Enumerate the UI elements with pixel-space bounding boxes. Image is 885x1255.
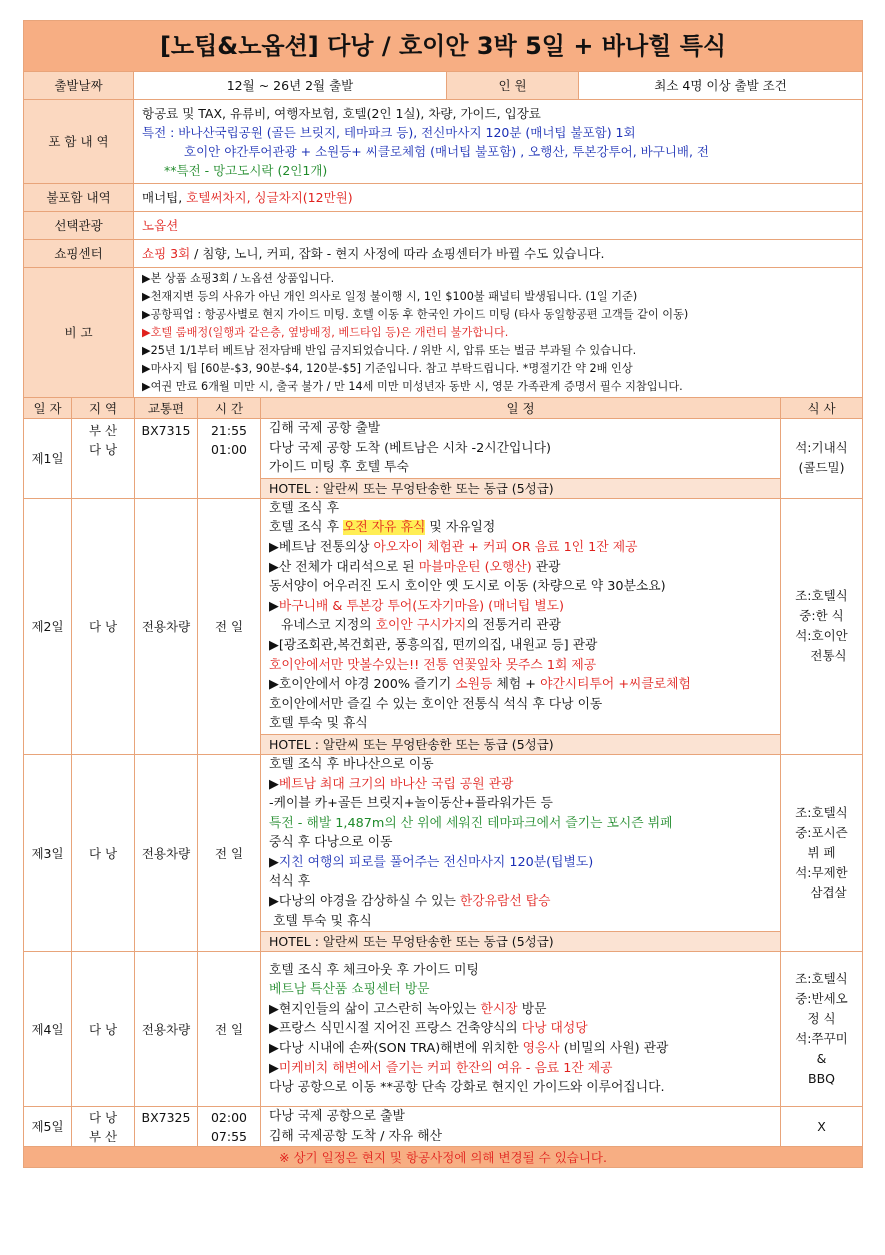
meal-line: 중:포시즌: [795, 825, 848, 841]
day5-time-depart: 02:00: [210, 1109, 248, 1125]
exclude-surcharge: 호텔써차지, 싱글차지(12만원): [186, 190, 353, 205]
day5-label: 제5일: [24, 1107, 72, 1147]
day3-label: 제3일: [24, 754, 72, 951]
text: 의 전통거리 관광: [466, 618, 561, 634]
day4-meal: [781, 952, 863, 1107]
schedule-line: [261, 892, 780, 912]
depart-value: 12월 ~ 26년 2월 출발: [134, 72, 447, 100]
day1-place-to: 다 낭: [88, 442, 118, 457]
schedule-line: [261, 597, 780, 617]
day3-time: 전 일: [198, 754, 261, 951]
day2-transport: 전용차량: [135, 498, 198, 754]
day4-transport: 전용차량: [135, 952, 198, 1107]
schedule-line: 다낭 국제 공항으로 출발: [269, 1109, 405, 1125]
depart-label: 출발날짜: [24, 72, 134, 100]
text: 방문: [517, 1001, 547, 1017]
header-time: 시 간: [198, 398, 261, 419]
red-text: 한시장: [480, 1001, 518, 1017]
shop-value: [134, 240, 863, 268]
meal-line: (콜드밀): [798, 460, 845, 476]
schedule-line: 다낭 국제 공항 도착 (베트남은 시차 -2시간입니다): [269, 440, 552, 456]
schedule-line: 호텔 조식 후 바나산으로 이동: [269, 756, 434, 772]
schedule-line: 호텔 조식 후 체크아웃 후 가이드 미팅: [269, 962, 479, 978]
remark-line: ▶여권 만료 6개월 미만 시, 출국 불가 / 만 14세 미만 미성년자 동반 시, 영문 가족관계 증명서 필수 지참입니다.: [142, 379, 683, 393]
day3-hotel: HOTEL : 알란씨 또는 무엉탄송한 또는 동급 (5성급): [261, 932, 781, 952]
include-label: 포 함 내 역: [24, 100, 134, 184]
day5-time-arrive: 07:55: [210, 1128, 248, 1144]
schedule-line: [261, 675, 780, 695]
day1-time-arrive: 01:00: [210, 442, 248, 457]
day1-time-depart: 21:55: [210, 423, 248, 438]
day4-place: 다 낭: [72, 952, 135, 1107]
text: ▶: [269, 776, 279, 792]
day1-schedule: [261, 419, 781, 479]
remark-line: ▶25년 1/1부터 베트남 전자담배 반입 금지되었습니다. / 위반 시, 압류 또는 벌금 부과될 수 있습니다.: [142, 343, 637, 357]
text: 및 자유일정: [425, 520, 496, 536]
remark-line: ▶공항픽업 : 항공사별로 현지 가이드 미팅. 호텔 이동 후 한국인 가이드 미팅 (타사 동일항공편 고객들 같이 이동): [142, 307, 689, 321]
remark-list: [134, 268, 863, 398]
text: ▶다낭 시내에 손짜(SON TRA)해변에 위치한: [269, 1041, 523, 1057]
schedule-line: [261, 1059, 780, 1079]
meal-line: 조:호텔식: [795, 971, 848, 987]
red-text: 바구니배 & 투본강 투어(도자기마을) (매너팁 별도): [278, 598, 565, 614]
red-text: 영응사: [522, 1041, 560, 1057]
red-text: 한강유람선 탑승: [459, 894, 551, 910]
meal-line: &: [816, 1051, 827, 1067]
schedule-line: 가이드 미팅 후 호텔 투숙: [269, 460, 409, 476]
meal-line: 조:호텔식: [795, 805, 848, 821]
page-title: [노팁&노옵션] 다낭 / 호이안 3박 5일 + 바나힐 특식: [24, 21, 863, 72]
schedule-line: [261, 853, 780, 873]
remark-line: ▶본 상품 쇼핑3회 / 노옵션 상품입니다.: [142, 271, 335, 285]
meal-line: 삼겹살: [810, 885, 847, 901]
schedule-line: [261, 558, 780, 578]
day4-schedule: [261, 952, 781, 1107]
text: ▶다낭의 야경을 감상하실 수 있는: [269, 894, 460, 910]
schedule-line: 호이안에서만 즐길 수 있는 호이안 전통식 석식 후 다낭 이동: [269, 696, 603, 712]
schedule-line: 동서양이 어우러진 도시 호이안 옛 도시로 이동 (차량으로 약 30분소요): [269, 579, 666, 595]
day1-flight: BX7315: [135, 419, 198, 499]
include-line: 호이안 야간투어관광 + 소원등+ 씨클로체험 (매너팁 불포함) , 오행산, 투본강투어, 바구니배, 전: [184, 143, 710, 159]
day1-meal: [781, 419, 863, 499]
day2-schedule: [261, 498, 781, 734]
people-value: 최소 4명 이상 출발 조건: [579, 72, 863, 100]
include-line: **특전 - 망고도시락 (2인1개): [164, 162, 328, 178]
people-label: 인 원: [447, 72, 579, 100]
schedule-line: 호텔 투숙 및 휴식: [273, 913, 372, 929]
day5-meal: X: [781, 1107, 863, 1147]
meal-line: 석:쭈꾸미: [795, 1031, 848, 1047]
schedule-line: 호텔 투숙 및 휴식: [269, 716, 368, 732]
meal-line: 정 식: [807, 1011, 836, 1027]
red-text: 다낭 대성당: [521, 1021, 588, 1037]
red-text: 호이안 구시가지: [375, 618, 467, 634]
red-text: 소원등: [455, 677, 493, 693]
day2-place: 다 낭: [72, 498, 135, 754]
red-text: 마블마운틴 (오행산): [418, 559, 532, 575]
day1-place: [72, 419, 135, 499]
schedule-line: -케이블 카+골든 브릿지+놀이동산+플라워가든 등: [269, 796, 553, 812]
text: ▶산 전체가 대리석으로 된: [269, 559, 419, 575]
remark-line: ▶마사지 팁 [60분-$3, 90분-$4, 120분-$5] 기준입니다. 참고 부탁드립니다. *명절기간 약 2배 인상: [142, 361, 633, 375]
day4-time: 전 일: [198, 952, 261, 1107]
shop-detail: / 침향, 노니, 커피, 잡화 - 현지 사정에 따라 쇼핑센터가 바뀔 수도 있습니다.: [190, 246, 605, 261]
footer-note: ※ 상기 일정은 현지 및 항공사정에 의해 변경될 수 있습니다.: [24, 1147, 863, 1168]
text: ▶베트남 전통의상: [269, 539, 374, 555]
blue-text: 지친 여행의 피로를 풀어주는 전신마사지 120분(팁별도): [278, 854, 594, 870]
day3-schedule: [261, 754, 781, 931]
remark-line: ▶호텔 룸배정(일행과 같은층, 옆방배정, 베드타입 등)은 개런티 불가합니다.: [142, 325, 509, 339]
meal-line: 중:한 식: [799, 608, 844, 624]
highlight-text: 오전 자유 휴식: [343, 520, 426, 536]
day1-label: 제1일: [24, 419, 72, 499]
info-table: [23, 20, 863, 398]
meal-line: 조:호텔식: [795, 588, 848, 604]
text: ▶호이안에서 야경 200% 즐기기: [269, 677, 456, 693]
shop-count: 쇼핑 3회: [142, 246, 191, 261]
remark-line: ▶천재지변 등의 사유가 아닌 개인 의사로 일정 불이행 시, 1인 $100불 패널티 발생됩니다. (1일 기준): [142, 289, 638, 303]
schedule-line: 김해 국제 공항 출발: [269, 421, 381, 436]
header-place: 지 역: [72, 398, 135, 419]
day5-place: [72, 1107, 135, 1147]
remark-label: 비 고: [24, 268, 134, 398]
shop-label: 쇼핑센터: [24, 240, 134, 268]
meal-line: 석:호이안: [795, 628, 848, 644]
day3-place: 다 낭: [72, 754, 135, 951]
meal-line: BBQ: [808, 1071, 835, 1087]
meal-line: 뷔 페: [807, 845, 836, 861]
itinerary-sheet: [23, 20, 862, 1168]
header-meal: 식 사: [781, 398, 863, 419]
day2-label: 제2일: [24, 498, 72, 754]
include-line: 항공료 및 TAX, 유류비, 여행자보험, 호텔(2인 1실), 차량, 가이드, 입장료: [142, 105, 541, 121]
day1-hotel: HOTEL : 알란씨 또는 무엉탄송한 또는 동급 (5성급): [261, 478, 781, 498]
day5-place-from: 다 낭: [88, 1109, 118, 1125]
day4-label: 제4일: [24, 952, 72, 1107]
schedule-line: [261, 775, 780, 795]
text: 호텔 조식 후: [269, 520, 344, 536]
schedule-line: [261, 518, 780, 538]
text: 유네스코 지정의: [281, 618, 376, 634]
schedule-line: ▶[광조회관,복건회관, 풍흥의집, 떤끼의집, 내원교 등] 관광: [269, 637, 598, 653]
day1-place-from: 부 산: [88, 423, 118, 438]
text: ▶: [269, 854, 279, 870]
meal-line: 석:기내식: [795, 440, 848, 456]
header-transport: 교통편: [135, 398, 198, 419]
header-schedule: 일 정: [261, 398, 781, 419]
day2-hotel: HOTEL : 알란씨 또는 무엉탄송한 또는 동급 (5성급): [261, 734, 781, 754]
include-line: 특전 : 바나산국립공원 (골든 브릿지, 테마파크 등), 전신마사지 120분 (매너팁 불포함) 1회: [142, 124, 636, 140]
text: 관광: [531, 559, 561, 575]
schedule-table: [23, 397, 863, 1168]
red-text: 미케비치 해변에서 즐기는 커피 한잔의 여유 - 음료 1잔 제공: [278, 1060, 613, 1076]
text: (비밀의 사원) 관광: [559, 1041, 669, 1057]
option-label: 선택관광: [24, 212, 134, 240]
day3-transport: 전용차량: [135, 754, 198, 951]
text: ▶: [269, 1060, 279, 1076]
text: 체험 +: [492, 677, 541, 693]
schedule-line: 김해 국제공항 도착 / 자유 해산: [269, 1128, 442, 1144]
schedule-line: 다낭 공항으로 이동 **공항 단속 강화로 현지인 가이드와 이루어집니다.: [269, 1080, 665, 1096]
include-list: [134, 100, 863, 184]
day5-schedule: [261, 1107, 781, 1147]
schedule-line: [261, 538, 780, 558]
exclude-text: 매너팁,: [142, 190, 187, 205]
header-day: 일 자: [24, 398, 72, 419]
schedule-line: [261, 1000, 780, 1020]
red-text: 아오자이 체험관 + 커피 OR 음료 1인 1잔 제공: [373, 539, 638, 555]
option-value: 노옵션: [134, 212, 863, 240]
exclude-value: [134, 184, 863, 212]
red-text: 베트남 최대 크기의 바나산 국립 공원 관광: [278, 776, 514, 792]
text: ▶현지인들의 삶이 고스란히 녹아있는: [269, 1001, 481, 1017]
schedule-line: [261, 1039, 780, 1059]
meal-line: 중:반세오: [795, 991, 848, 1007]
meal-line: 석:무제한: [795, 865, 848, 881]
meal-line: 전통식: [810, 648, 847, 664]
schedule-line: 호이안에서만 맛볼수있는!! 전통 연꽃잎차 못주스 1회 제공: [269, 657, 597, 673]
text: ▶: [269, 598, 279, 614]
red-text: 야간시티투어 +씨클로체험: [540, 677, 691, 693]
day5-time: [198, 1107, 261, 1147]
day1-time: [198, 419, 261, 499]
day3-meal: [781, 754, 863, 951]
exclude-label: 불포함 내역: [24, 184, 134, 212]
schedule-line: [261, 616, 780, 636]
day5-place-to: 부 산: [88, 1128, 118, 1144]
day5-flight: BX7325: [135, 1107, 198, 1147]
schedule-line: 베트남 특산품 쇼핑센터 방문: [269, 982, 430, 998]
schedule-line: 중식 후 다낭으로 이동: [269, 835, 393, 851]
schedule-line: 석식 후: [269, 874, 311, 890]
schedule-line: [261, 1019, 780, 1039]
text: ▶프랑스 식민시절 지어진 프랑스 건축양식의: [269, 1021, 522, 1037]
schedule-line: 특전 - 해발 1,487m의 산 위에 세워진 테마파크에서 즐기는 포시즌 뷔페: [269, 815, 673, 831]
schedule-line: 호텔 조식 후: [269, 500, 339, 516]
day2-time: 전 일: [198, 498, 261, 754]
day2-meal: [781, 498, 863, 754]
